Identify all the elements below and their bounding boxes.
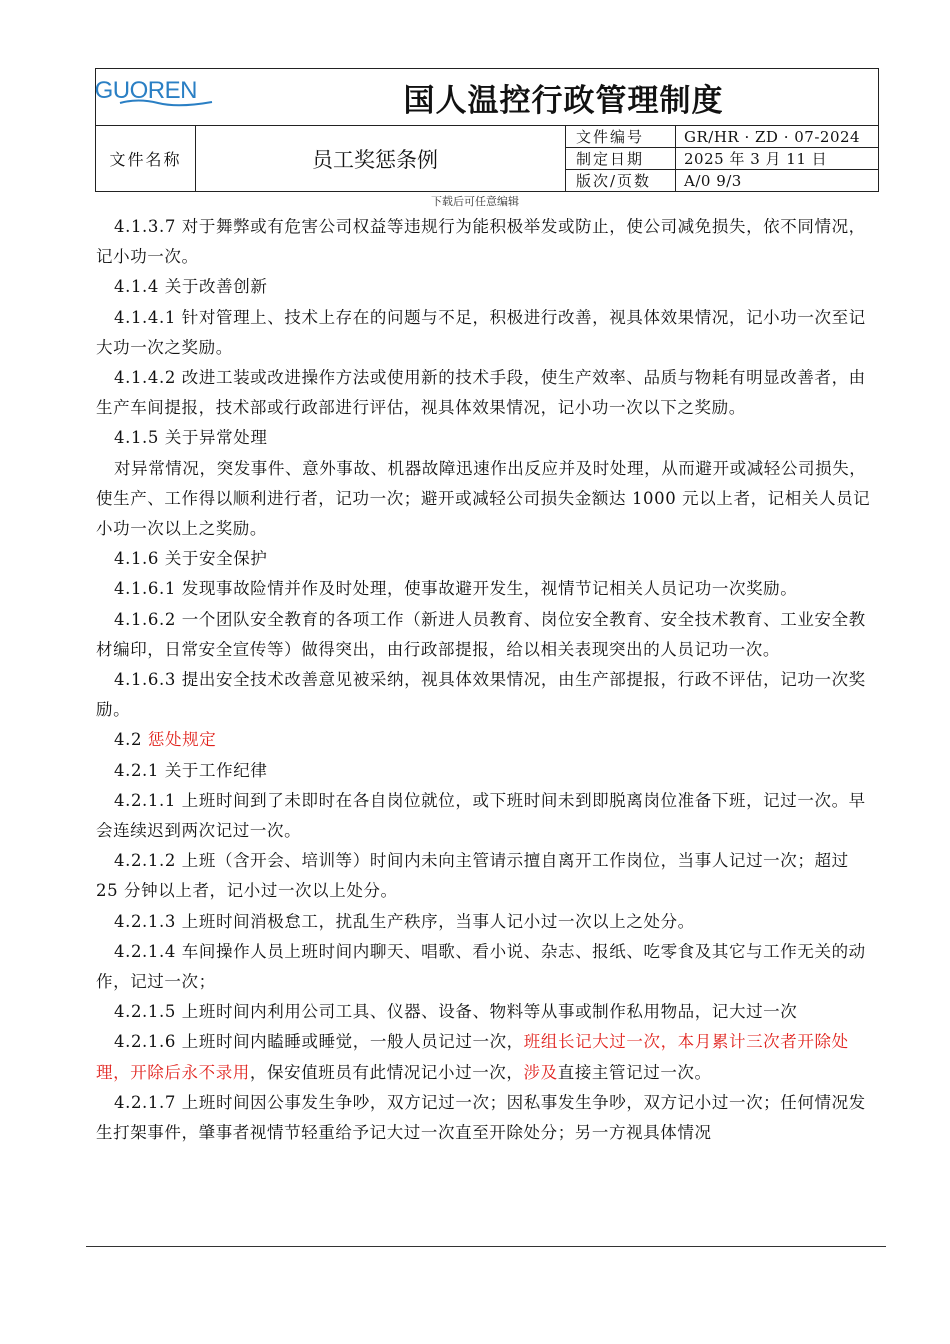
paragraph-text: ，保安值班员有此情况记小过一次， [249, 1062, 524, 1082]
paragraph-p5 [96, 423, 876, 453]
document-header-table [95, 68, 879, 192]
paragraph-text: 4.2 [114, 730, 148, 750]
paragraph-text: 4.1.5 关于异常处理 [114, 428, 268, 448]
document-body [96, 212, 876, 1148]
paragraph-p13 [96, 786, 876, 846]
paragraph-text: 4.2.1.4 车间操作人员上班时间内聊天、唱歌、看小说、杂志、报纸、吃零食及其它与工作无关的动作，记过一次； [96, 941, 866, 992]
paragraph-p8 [96, 574, 876, 604]
doc-number-value: GR/HR · ZD · 07-2024 [676, 126, 879, 148]
paragraph-p4 [96, 363, 876, 423]
paragraph-text: 4.1.6.3 提出安全技术改善意见被采纳，视具体效果情况，由生产部提报，行政不评估，记功一次奖励。 [96, 670, 866, 720]
paragraph-text: 4.1.6.1 发现事故险情并作及时处理，使事故避开发生，视情节记相关人员记功一次奖励。 [114, 579, 798, 599]
paragraph-text: 4.1.4.2 改进工装或改进操作方法或使用新的技术手段，使生产效率、品质与物耗有明显改善者，由生产车间提报，技术部或行政部进行评估，视具体效果情况，记小功一次以下之奖励。 [96, 368, 866, 418]
paragraph-text: 4.2.1.7 上班时间因公事发生争吵，双方记过一次；因私事发生争吵，双方记小过一次；任何情况发生打架事件，肇事者视情节轻重给予记大过一次直至开除处分；另一方视具体情况 [96, 1092, 866, 1143]
company-logo [96, 69, 196, 125]
issue-date-label: 制定日期 [566, 148, 676, 170]
paragraph-text: 班组长记大过一次，本月累计三次者开除处理，开除后永不录用 [96, 1032, 849, 1082]
paragraph-text: 涉及 [523, 1062, 558, 1082]
paragraph-p7 [96, 544, 876, 574]
paragraph-p17 [96, 997, 876, 1027]
version-page-value: A/0 9/3 [676, 170, 879, 192]
logo-text: GUOREN [94, 77, 197, 104]
file-name-value: 员工奖惩条例 [196, 126, 566, 192]
logo-cell [96, 69, 196, 126]
paragraph-p6 [96, 454, 876, 545]
paragraph-p18 [96, 1027, 876, 1087]
paragraph-p16 [96, 937, 876, 997]
paragraph-text: 4.2.1.3 上班时间消极怠工，扰乱生产秩序，当事人记小过一次以上之处分。 [114, 911, 695, 931]
paragraph-text: 4.1.6 关于安全保护 [114, 549, 268, 569]
paragraph-p14 [96, 846, 876, 906]
paragraph-p3 [96, 303, 876, 363]
paragraph-text: 4.2.1.2 上班（含开会、培训等）时间内未向主管请示擅自离开工作岗位，当事人记过一次；超过 25 分钟以上者，记小过一次以上处分。 [96, 851, 849, 901]
version-page-label: 版次/页数 [566, 170, 676, 192]
doc-number-label: 文件编号 [566, 126, 676, 148]
paragraph-p1 [96, 212, 876, 272]
logo-wave-icon [118, 98, 214, 108]
paragraph-p19 [96, 1088, 876, 1148]
paragraph-text: 惩处规定 [147, 730, 217, 750]
paragraph-text: 4.2.1.5 上班时间内利用公司工具、仪器、设备、物料等从事或制作私用物品，记大过一次 [114, 1002, 798, 1022]
paragraph-text: 对异常情况，突发事件、意外事故、机器故障迅速作出反应并及时处理，从而避开或减轻公司损失，使生产、工作得以顺利进行者，记功一次；避开或减轻公司损失金额达 1000 元以上者，记相关人员记小功一次以上之奖励。 [96, 458, 871, 539]
paragraph-text: 4.2.1.6 上班时间内瞌睡或睡觉，一般人员记过一次， [114, 1032, 524, 1052]
footer-divider [86, 1246, 886, 1247]
paragraph-text: 4.1.4.1 针对管理上、技术上存在的问题与不足，积极进行改善，视具体效果情况，记小功一次至记大功一次之奖励。 [96, 307, 866, 357]
paragraph-p2 [96, 272, 876, 302]
company-title: 国人温控行政管理制度 [196, 69, 879, 126]
paragraph-p11 [96, 725, 876, 755]
paragraph-p12 [96, 756, 876, 786]
paragraph-text: 4.2.1.1 上班时间到了未即时在各自岗位就位，或下班时间未到即脱离岗位准备下班，记过一次。早会连续迟到两次记过一次。 [96, 790, 866, 841]
paragraph-p15 [96, 907, 876, 937]
paragraph-p9 [96, 605, 876, 665]
paragraph-text: 4.2.1 关于工作纪律 [114, 760, 268, 780]
paragraph-text: 4.1.3.7 对于舞弊或有危害公司权益等违规行为能积极举发或防止，使公司减免损失，依不同情况，记小功一次。 [96, 217, 866, 267]
watermark-text: 下载后可任意编辑 [431, 195, 519, 208]
file-name-label: 文件名称 [96, 126, 196, 192]
issue-date-value: 2025 年 3 月 11 日 [676, 148, 879, 170]
paragraph-text: 4.1.6.2 一个团队安全教育的各项工作（新进人员教育、岗位安全教育、安全技术教育、工业安全教材编印，日常安全宣传等）做得突出，由行政部提报，给以相关表现突出的人员记功一次。 [96, 609, 866, 659]
paragraph-text: 4.1.4 关于改善创新 [114, 277, 268, 297]
paragraph-text: 直接主管记过一次。 [557, 1062, 712, 1082]
paragraph-p10 [96, 665, 876, 725]
